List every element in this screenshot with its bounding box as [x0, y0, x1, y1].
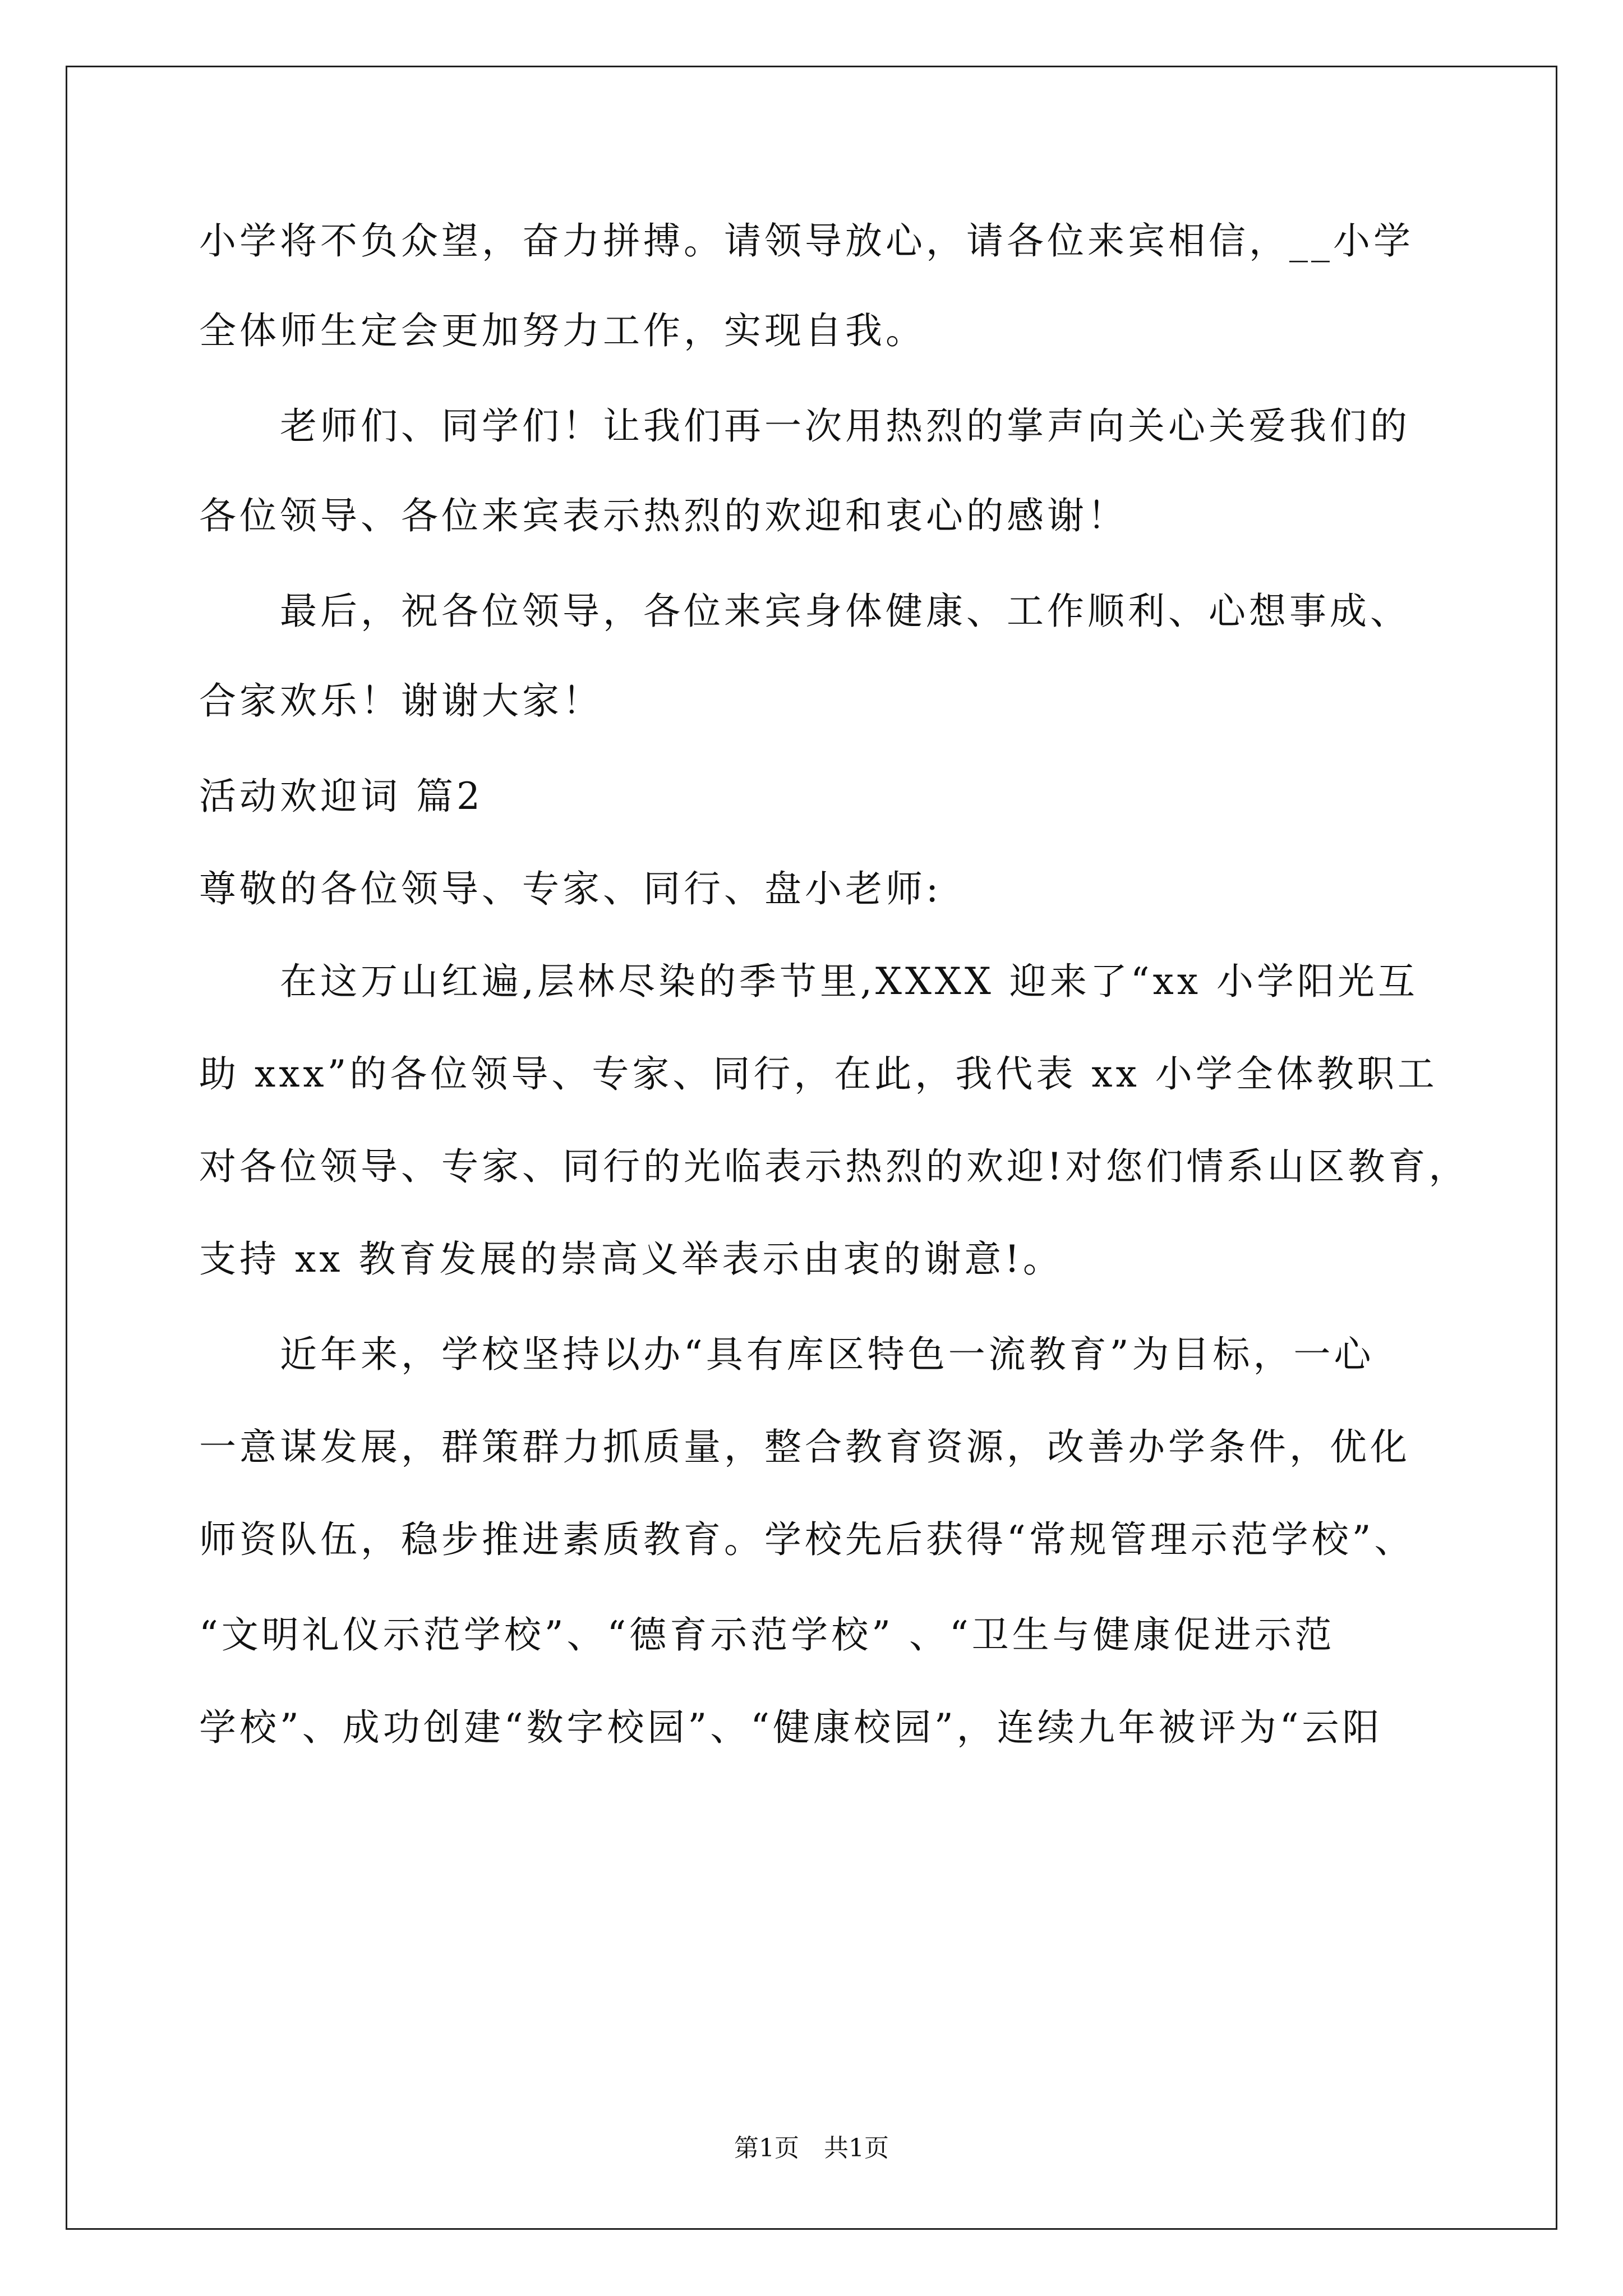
section-heading: 活动欢迎词 篇2: [199, 775, 483, 818]
paragraph-line: 在这万山红遍,层林尽染的季节里,XXXX 迎来了“xx 小学阳光互: [199, 960, 1419, 1003]
paragraph-line: 小学将不负众望，奋力拼搏。请领导放心，请各位来宾相信，__小学: [199, 219, 1414, 263]
paragraph-line: “文明礼仪示范学校”、“德育示范学校” 、“卫生与健康促进示范: [199, 1613, 1335, 1657]
paragraph-line: 一意谋发展，群策群力抓质量，整合教育资源，改善办学条件，优化: [199, 1425, 1410, 1469]
paragraph-line: 师资队伍，稳步推进素质教育。学校先后获得“常规管理示范学校”、: [199, 1518, 1415, 1561]
paragraph-line: 支持 xx 教育发展的崇高义举表示由衷的谢意!。: [199, 1237, 1063, 1281]
paragraph-line: 全体师生定会更加努力工作，实现自我。: [199, 309, 926, 352]
salutation-line: 尊敬的各位领导、专家、同行、盘小老师:: [199, 867, 942, 910]
paragraph-line: 各位领导、各位来宾表示热烈的欢迎和衷心的感谢！: [199, 494, 1128, 537]
paragraph-line: 老师们、同学们！让我们再一次用热烈的掌声向关心关爱我们的: [199, 404, 1410, 448]
paragraph-line: 助 xxx”的各位领导、专家、同行，在此，我代表 xx 小学全体教职工: [199, 1052, 1438, 1096]
paragraph-line: 学校”、成功创建“数字校园”、“健康校园”，连续九年被评为“云阳: [199, 1706, 1383, 1749]
paragraph-line: 对各位领导、专家、同行的光临表示热烈的欢迎!对您们情系山区教育，: [199, 1145, 1469, 1188]
paragraph-line: 合家欢乐！谢谢大家！: [199, 679, 603, 723]
paragraph-line: 近年来，学校坚持以办“具有库区特色一流教育”为目标，一心: [199, 1333, 1375, 1376]
paragraph-line: 最后，祝各位领导，各位来宾身体健康、工作顺利、心想事成、: [199, 590, 1410, 633]
page-footer: 第1页 共1页: [734, 2134, 889, 2162]
